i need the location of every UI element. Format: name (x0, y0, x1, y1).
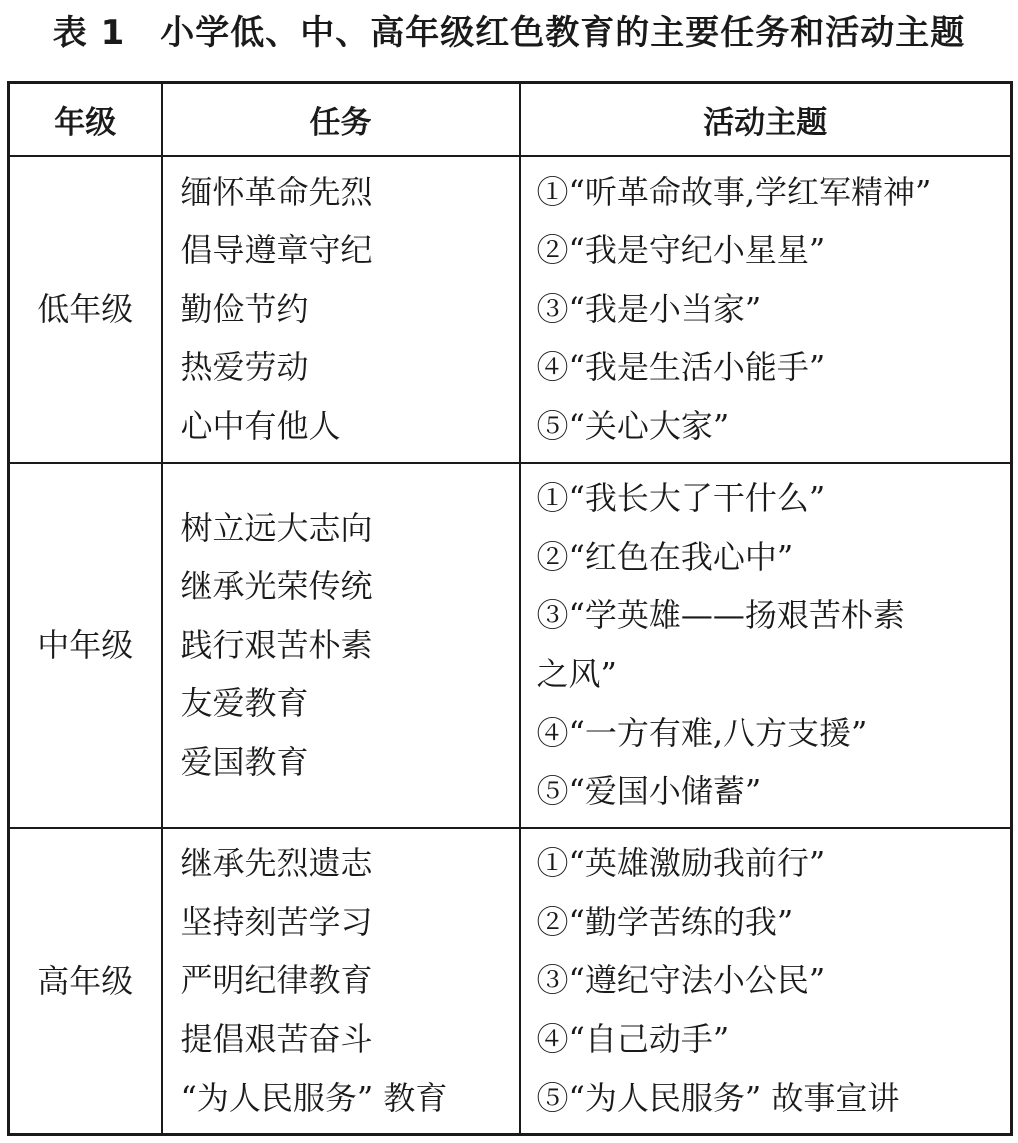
table-row (9, 828, 1012, 1135)
table-row (9, 463, 1012, 828)
header-row (9, 83, 1012, 156)
theme-item: ⑤“爱国小储蓄” (536, 772, 762, 811)
task-item: “为人民服务” 教育 (180, 1078, 448, 1117)
task-item: 爱国教育 (180, 742, 309, 781)
theme-item: ⑤“为人民服务” 故事宣讲 (536, 1078, 900, 1117)
header-tasks: 任务 (162, 83, 520, 156)
task-item: 倡导遵章守纪 (180, 231, 373, 270)
header-themes: 活动主题 (520, 83, 1012, 156)
tasks-cell (162, 463, 520, 828)
task-item: 勤俭节约 (180, 289, 309, 328)
task-item: 缅怀革命先烈 (180, 172, 373, 211)
theme-item: ①“英雄激励我前行” (536, 844, 826, 883)
theme-item: ②“勤学苦练的我” (536, 902, 794, 941)
theme-item: ②“红色在我心中” (536, 537, 794, 576)
theme-item: ③“遵纪守法小公民” (536, 961, 826, 1000)
themes-cell (520, 463, 1012, 828)
grade-cell: 中年级 (9, 463, 162, 828)
table-title: 表 1 小学低、中、高年级红色教育的主要任务和活动主题 (52, 13, 966, 53)
tasks-cell (162, 828, 520, 1135)
theme-item: ③“我是小当家” (536, 289, 762, 328)
tasks-cell (162, 156, 520, 463)
education-table (7, 81, 1013, 1136)
themes-cell (520, 156, 1012, 463)
task-item: 继承光荣传统 (180, 567, 373, 606)
task-item: 继承先烈遗志 (180, 844, 373, 883)
themes-cell (520, 828, 1012, 1135)
theme-item: ③“学英雄——扬艰苦朴素 (536, 596, 905, 635)
table-row (9, 156, 1012, 463)
theme-item: ④“自己动手” (536, 1020, 730, 1059)
grade-cell: 低年级 (9, 156, 162, 463)
theme-item: ④“我是生活小能手” (536, 348, 826, 387)
theme-item: ①“我长大了干什么” (536, 479, 826, 518)
theme-item: ⑤“关心大家” (536, 406, 730, 445)
theme-item: ④“一方有难,八方支援” (536, 713, 868, 752)
theme-item-continued: 之风” (536, 655, 617, 693)
task-item: 践行艰苦朴素 (180, 625, 373, 664)
task-item: 热爱劳动 (180, 348, 309, 387)
header-grade: 年级 (9, 83, 162, 156)
task-item: 友爱教育 (180, 684, 309, 723)
task-item: 坚持刻苦学习 (180, 902, 373, 941)
task-item: 严明纪律教育 (180, 961, 373, 1000)
task-item: 提倡艰苦奋斗 (180, 1020, 373, 1059)
grade-cell: 高年级 (9, 828, 162, 1135)
task-item: 树立远大志向 (180, 508, 373, 547)
theme-item: ①“听革命故事,学红军精神” (536, 172, 932, 211)
task-item: 心中有他人 (180, 406, 341, 445)
theme-item: ②“我是守纪小星星” (536, 231, 826, 270)
